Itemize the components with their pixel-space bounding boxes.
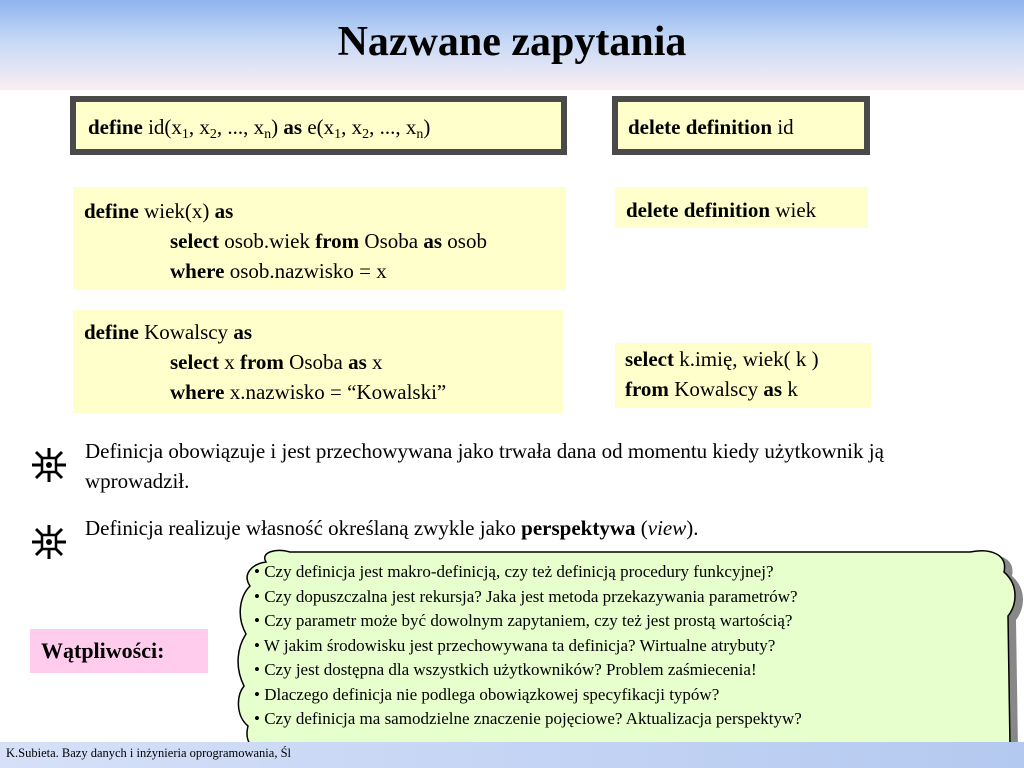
questions-list xyxy=(254,560,1014,732)
delete-keyword: delete definition xyxy=(628,115,773,139)
question-item: • Czy jest dostępna dla wszystkich użytkowników? Problem zaśmiecenia! xyxy=(254,660,757,679)
example-select-box xyxy=(615,343,871,408)
example-delete-box: delete definition wiek xyxy=(615,187,868,228)
bullet-text: Definicja obowiązuje i jest przechowywana jako trwała dana od momentu kiedy użytkownik ją wprowadził. xyxy=(85,439,884,493)
question-item: • Czy definicja ma samodzielne znaczenie pojęciowe? Aktualizacja perspektyw? xyxy=(254,709,802,728)
bullet-text: Definicja realizuje własność określaną zwykle jako perspektywa (view). xyxy=(85,516,699,540)
page-title: Nazwane zapytania xyxy=(337,19,687,65)
example-wiek-box xyxy=(73,187,566,290)
question-item: • Czy definicja jest makro-definicją, czy też definicją procedury funkcyjnej? xyxy=(254,562,774,581)
code-line: define Kowalscy as xyxy=(84,320,252,344)
question-item: • Dlaczego definicja nie podlega obowiązkowej specyfikacji typów? xyxy=(254,684,720,704)
doubts-label: Wątpliwości: xyxy=(30,629,208,673)
delete-id: id xyxy=(777,115,794,139)
define-id: $id(x_1$, $x_2$, ..., $x_n$) xyxy=(148,115,279,142)
define-syntax-box xyxy=(70,96,567,155)
code-line: where osob.nazwisko = x xyxy=(170,259,387,283)
code-line: where x.nazwisko = “Kowalski” xyxy=(170,380,447,404)
question-item: • Czy parametr może być dowolnym zapytaniem, czy też jest prostą wartością? xyxy=(254,611,793,630)
snowflake-bullet-icon xyxy=(30,446,68,484)
question-item: • W jakim środowisku jest przechowywana ta definicja? Wirtualne atrybuty? xyxy=(254,635,776,655)
define-keyword: define xyxy=(88,115,143,139)
snowflake-bullet-icon xyxy=(30,523,68,561)
delete-syntax-box xyxy=(612,96,870,155)
code-line: from Kowalscy as k xyxy=(625,377,798,401)
question-item: • Czy dopuszczalna jest rekursja? Jaka jest metoda przekazywania parametrów? xyxy=(254,586,798,606)
as-keyword: as xyxy=(283,115,303,139)
code-line: select osob.wiek from Osoba as osob xyxy=(170,229,487,253)
define-expression: $e(x_1$, $x_2$, ..., $x_n$) xyxy=(307,115,431,142)
footer-text: K.Subieta. Bazy danych i inżynieria oprogramowania, Śl xyxy=(6,746,291,760)
code-line: select k.imię, wiek( k ) xyxy=(625,347,819,371)
code-line: select x from Osoba as x xyxy=(170,350,383,374)
code-line: define wiek(x) as xyxy=(84,199,234,223)
example-kowalscy-box xyxy=(73,310,563,413)
